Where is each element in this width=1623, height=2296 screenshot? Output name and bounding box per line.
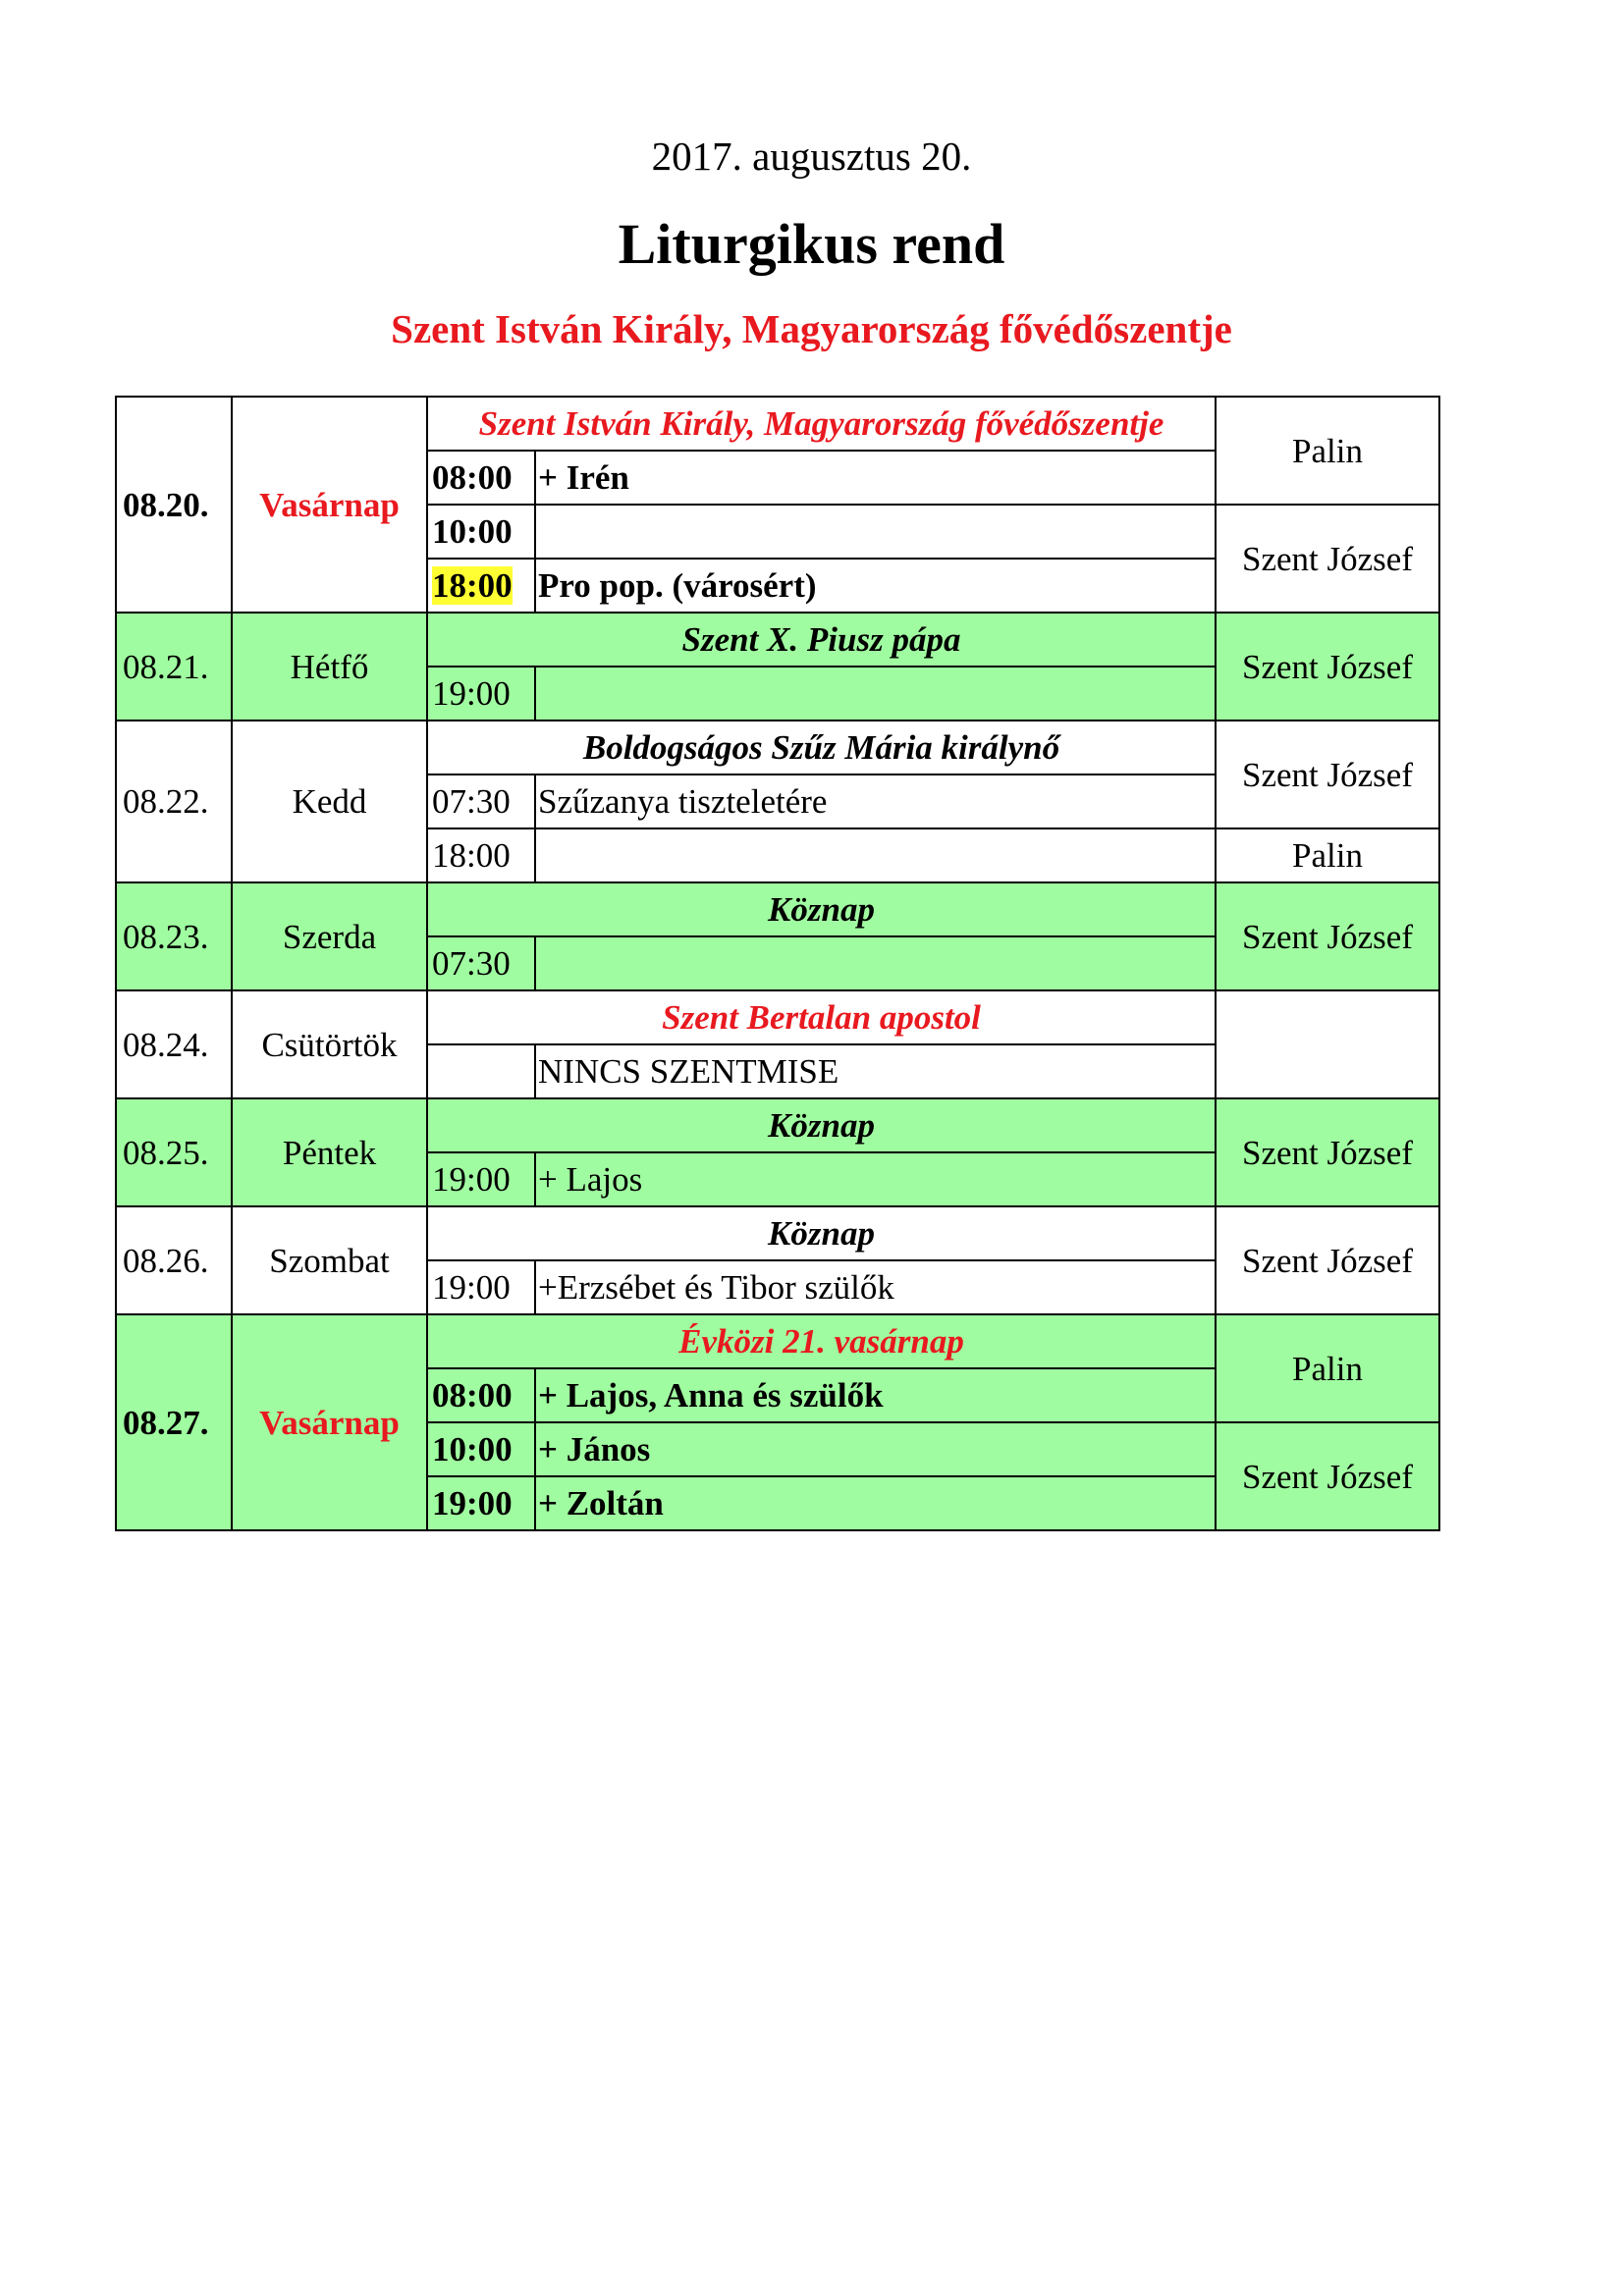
table-row xyxy=(116,1206,1439,1260)
mass-place: Szent József xyxy=(1216,1422,1439,1530)
day-date: 08.24. xyxy=(116,990,232,1098)
document-subtitle: Szent István Király, Magyarország fővédőszentje xyxy=(391,306,1232,351)
day-weekday: Kedd xyxy=(232,721,427,882)
mass-time: 18:00 xyxy=(427,828,535,882)
mass-intention: +Erzsébet és Tibor szülők xyxy=(535,1260,1216,1314)
day-feast: Köznap xyxy=(427,882,1216,936)
mass-time: 07:30 xyxy=(427,774,535,828)
highlighted-time: 18:00 xyxy=(432,566,513,605)
day-weekday: Vasárnap xyxy=(232,1314,427,1530)
mass-intention xyxy=(535,936,1216,990)
mass-place: Palin xyxy=(1216,828,1439,882)
day-weekday: Hétfő xyxy=(232,613,427,721)
day-feast: Szent Bertalan apostol xyxy=(427,990,1216,1044)
document-title: Liturgikus rend xyxy=(618,212,1005,276)
mass-intention: Szűzanya tiszteletére xyxy=(535,774,1216,828)
document-date: 2017. augusztus 20. xyxy=(651,133,972,179)
mass-time: 19:00 xyxy=(427,1152,535,1206)
mass-place xyxy=(1216,990,1439,1098)
day-weekday: Vasárnap xyxy=(232,397,427,613)
mass-intention xyxy=(535,667,1216,721)
mass-time: 10:00 xyxy=(427,1422,535,1476)
day-feast: Szent X. Piusz pápa xyxy=(427,613,1216,667)
mass-intention: + Lajos, Anna és szülők xyxy=(535,1368,1216,1422)
day-weekday: Szombat xyxy=(232,1206,427,1314)
table-row xyxy=(116,990,1439,1044)
mass-place: Palin xyxy=(1216,1314,1439,1422)
mass-time: 19:00 xyxy=(427,1260,535,1314)
day-date: 08.27. xyxy=(116,1314,232,1530)
mass-time xyxy=(427,559,535,613)
table-row xyxy=(116,397,1439,451)
mass-time: 19:00 xyxy=(427,1476,535,1530)
mass-place: Szent József xyxy=(1216,613,1439,721)
table-row xyxy=(116,1098,1439,1152)
day-feast: Szent István Király, Magyarország fővédőszentje xyxy=(427,397,1216,451)
mass-intention: NINCS SZENTMISE xyxy=(535,1044,1216,1098)
table-row xyxy=(116,721,1439,774)
mass-intention: Pro pop. (városért) xyxy=(535,559,1216,613)
mass-intention: + Zoltán xyxy=(535,1476,1216,1530)
mass-time: 07:30 xyxy=(427,936,535,990)
mass-intention xyxy=(535,505,1216,559)
mass-time: 19:00 xyxy=(427,667,535,721)
day-feast: Köznap xyxy=(427,1098,1216,1152)
mass-time xyxy=(427,1044,535,1098)
mass-place: Szent József xyxy=(1216,1098,1439,1206)
mass-time: 08:00 xyxy=(427,1368,535,1422)
day-feast: Évközi 21. vasárnap xyxy=(427,1314,1216,1368)
day-date: 08.25. xyxy=(116,1098,232,1206)
mass-place: Szent József xyxy=(1216,505,1439,613)
mass-place: Szent József xyxy=(1216,721,1439,828)
day-weekday: Szerda xyxy=(232,882,427,990)
day-date: 08.23. xyxy=(116,882,232,990)
day-feast: Köznap xyxy=(427,1206,1216,1260)
day-date: 08.26. xyxy=(116,1206,232,1314)
mass-time: 08:00 xyxy=(427,451,535,505)
day-feast: Boldogságos Szűz Mária királynő xyxy=(427,721,1216,774)
day-weekday: Péntek xyxy=(232,1098,427,1206)
mass-time: 10:00 xyxy=(427,505,535,559)
table-row xyxy=(116,1314,1439,1368)
day-date: 08.22. xyxy=(116,721,232,882)
table-row xyxy=(116,613,1439,667)
day-date: 08.21. xyxy=(116,613,232,721)
mass-intention: + Lajos xyxy=(535,1152,1216,1206)
day-date: 08.20. xyxy=(116,397,232,613)
mass-place: Szent József xyxy=(1216,882,1439,990)
mass-intention xyxy=(535,828,1216,882)
mass-place: Szent József xyxy=(1216,1206,1439,1314)
mass-intention: + János xyxy=(535,1422,1216,1476)
table-row xyxy=(116,882,1439,936)
liturgical-schedule-table xyxy=(115,396,1440,1531)
mass-place: Palin xyxy=(1216,397,1439,505)
day-weekday: Csütörtök xyxy=(232,990,427,1098)
mass-intention: + Irén xyxy=(535,451,1216,505)
